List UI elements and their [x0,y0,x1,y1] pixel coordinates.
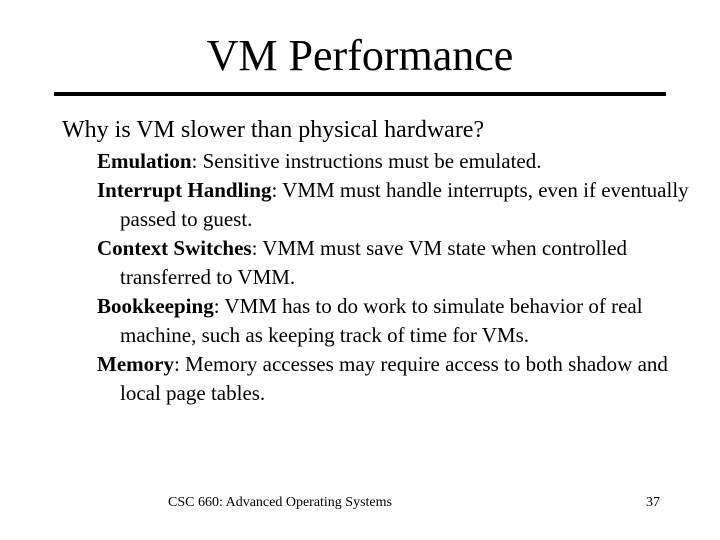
slide-title: VM Performance [206,31,514,80]
bullet-text: : VMM must handle interrupts, even if eventually passed to guest. [120,178,689,231]
page-number: 37 [646,495,660,510]
bullet-term: Interrupt Handling [97,178,272,202]
bullet-list [97,147,697,408]
bullet-memory [97,350,697,408]
bullet-term: Bookkeeping [97,294,214,318]
bullet-term: Context Switches [97,236,252,260]
slide-footer: CSC 660: Advanced Operating Systems [168,495,392,510]
bullet-term: Emulation [97,149,192,173]
bullet-bookkeeping [97,292,697,350]
bullet-text: : Sensitive instructions must be emulated. [191,149,542,173]
bullet-context-switches [97,234,697,292]
bullet-interrupt-handling [97,176,697,234]
bullet-text: : VMM has to do work to simulate behavior of real machine, such as keeping track of time for VMs. [120,294,643,347]
bullet-emulation [97,147,697,176]
bullet-text: : VMM must save VM state when controlled transferred to VMM. [120,236,628,289]
title-divider [54,92,666,96]
bullet-term: Memory [97,352,174,376]
bullet-text: : Memory accesses may require access to both shadow and local page tables. [120,352,668,405]
lead-question: Why is VM slower than physical hardware? [62,117,485,143]
